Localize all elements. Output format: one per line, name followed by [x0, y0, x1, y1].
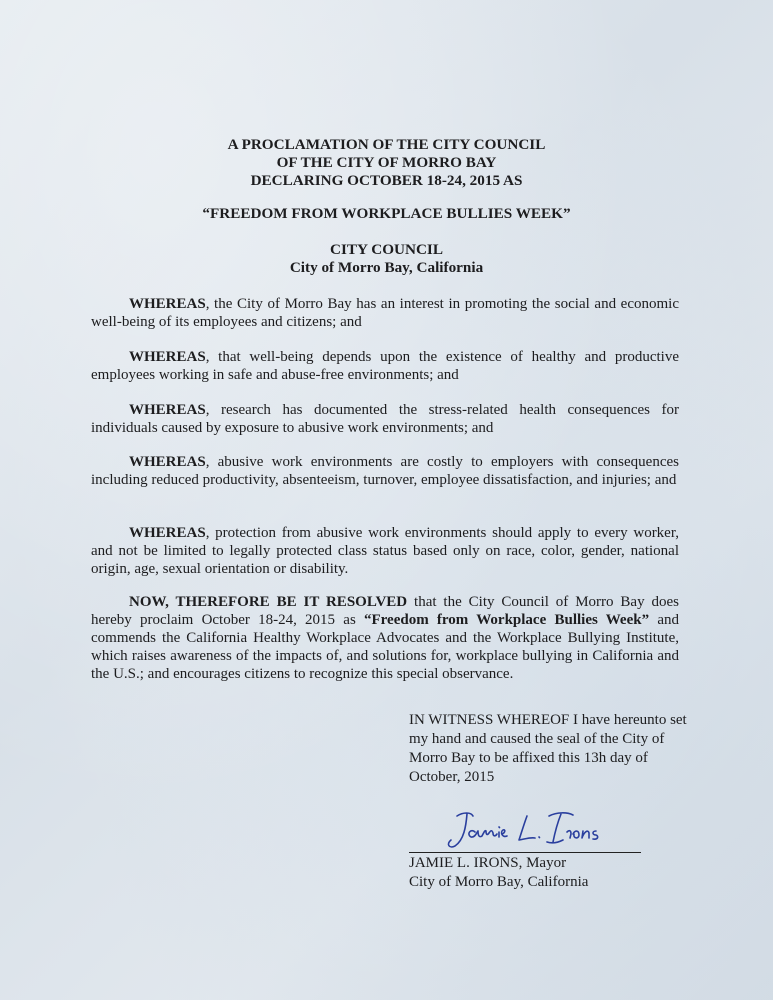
whereas-paragraph [91, 295, 679, 331]
whereas-lead: WHEREAS [129, 402, 206, 418]
council-block [0, 241, 773, 277]
whereas-paragraph [91, 401, 679, 437]
whereas-lead: WHEREAS [129, 454, 206, 470]
whereas-paragraph [91, 524, 679, 578]
whereas-text: , that well-being depends upon the existence of healthy and productive employees working in safe and abuse-free environments; and [91, 349, 679, 383]
resolution-emphasis: “Freedom from Workplace Bullies Week” [364, 612, 650, 628]
signature-line [409, 852, 641, 853]
council-city: City of Morro Bay, California [289, 259, 484, 276]
whereas-paragraph [91, 453, 679, 489]
whereas-lead: WHEREAS [129, 296, 206, 312]
heading-line-3: DECLARING OCTOBER 18-24, 2015 AS [250, 172, 523, 189]
resolution-text-before: that the City Council of Morro Bay does hereby proclaim October 18-24, 2015 as [91, 594, 679, 628]
whereas-text: , protection from abusive work environments should apply to every worker, and not be limited to legally protected class status based only on race, color, gender, national origin, age, sexual orientation or disability. [91, 525, 679, 577]
heading-line-2: OF THE CITY OF MORRO BAY [276, 154, 497, 171]
witness-statement: IN WITNESS WHEREOF I have hereunto set my hand and caused the seal of the City of Morro Bay to be affixed this 13h day of October, 2015 [409, 712, 687, 785]
whereas-lead: WHEREAS [129, 349, 206, 365]
handwritten-signature [439, 806, 639, 856]
signature-block [409, 806, 649, 856]
signer-title: City of Morro Bay, California [409, 874, 589, 890]
resolution-lead: NOW, THEREFORE BE IT RESOLVED [129, 594, 408, 610]
resolution-paragraph [91, 593, 679, 683]
proclamation-subtitle: “FREEDOM FROM WORKPLACE BULLIES WEEK” [202, 205, 571, 222]
heading-line-1: A PROCLAMATION OF THE CITY COUNCIL [227, 136, 546, 153]
resolution-text-after: and commends the California Healthy Workplace Advocates and the Workplace Bullying Institute, which raises awareness of the impacts of, and solutions for, workplace bullying in California and the U.S.; and encourages citizens to recognize this special observance. [91, 612, 679, 682]
whereas-text: , abusive work environments are costly to employers with consequences including reduced productivity, absenteeism, turnover, employee dissatisfaction, and injuries; and [91, 454, 679, 488]
whereas-paragraph [91, 348, 679, 384]
whereas-text: , the City of Morro Bay has an interest in promoting the social and economic well-being of its employees and citizens; and [91, 296, 679, 330]
whereas-lead: WHEREAS [129, 525, 206, 541]
signer-name: JAMIE L. IRONS, Mayor [409, 855, 567, 871]
proclamation-heading [0, 136, 773, 190]
signer-block [409, 854, 669, 892]
council-title: CITY COUNCIL [330, 241, 443, 258]
whereas-text: , research has documented the stress-related health consequences for individuals caused by exposure to abusive work environments; and [91, 402, 679, 436]
